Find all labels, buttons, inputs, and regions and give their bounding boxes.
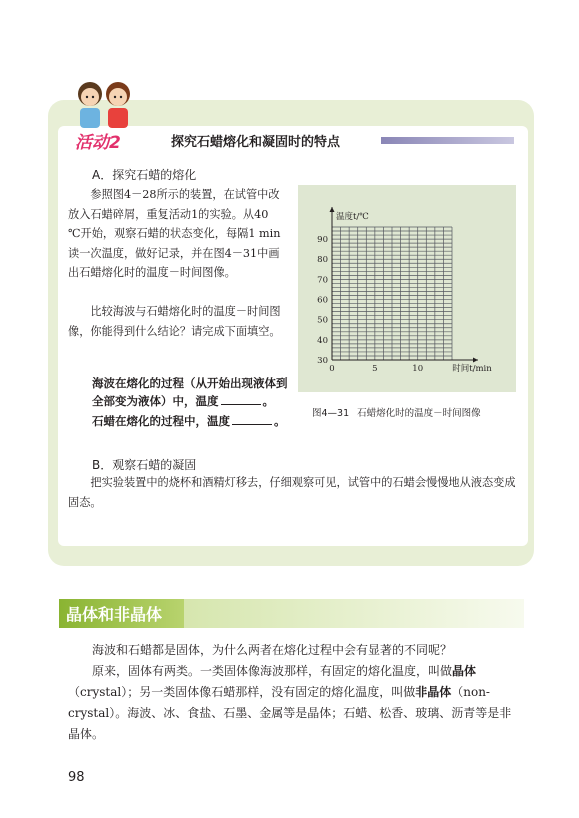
fill-in-blank-wave[interactable] <box>221 404 261 405</box>
section-b-paragraph: 把实验装置中的烧杯和酒精灯移去，仔细观察可见，试管中的石蜡会慢慢地从液态变成固态。 <box>68 476 516 509</box>
y-tick-label: 90 <box>317 235 328 246</box>
fill-in-wave-prefix: 海波在熔化的过程（从开始出现液体到全部变为液体）中，温度 <box>92 376 288 408</box>
section-a-heading: A．探究石蜡的熔化 <box>92 168 197 182</box>
x-tick-label: 5 <box>372 364 378 374</box>
fill-in-wax-suffix: 。 <box>274 414 286 428</box>
main-paragraph-2-part-3: （non-crystal）。海波、冰、食盐、石墨、金属等是晶体；石蜡、松香、玻璃、沥青等是非晶体。 <box>68 685 512 741</box>
term-crystal: 晶体 <box>452 664 477 678</box>
main-paragraph-2 <box>68 661 520 745</box>
y-axis-label: 温度t/℃ <box>336 212 369 222</box>
title-decoration-bar <box>381 137 514 144</box>
y-tick-label: 40 <box>317 335 328 346</box>
kids-illustration <box>70 78 138 130</box>
y-tick-label: 80 <box>317 255 328 266</box>
page-number: 98 <box>68 770 85 785</box>
x-axis-arrow <box>473 358 478 363</box>
main-paragraph-1: 海波和石蜡都是固体，为什么两者在熔化过程中会有显著的不同呢？ <box>92 643 453 657</box>
y-tick-label: 60 <box>317 295 328 306</box>
chart-caption <box>312 405 481 419</box>
y-tick-label: 50 <box>317 315 328 326</box>
fill-in-wave <box>92 374 292 410</box>
term-non-crystal: 非晶体 <box>415 685 452 699</box>
chart-panel <box>298 185 516 392</box>
x-tick-label: 0 <box>329 364 335 374</box>
y-axis-arrow <box>330 207 335 212</box>
x-tick-label: 10 <box>412 364 424 374</box>
main-paragraph-2-part-2: （crystal）；另一类固体像石蜡那样，没有固定的熔化温度，叫做 <box>68 685 416 699</box>
temperature-time-chart <box>298 185 516 392</box>
section-header-fade <box>184 599 524 628</box>
main-paragraph-2-part-1: 原来，固体有两类。一类固体像海波那样，有固定的熔化温度，叫做 <box>92 664 453 678</box>
activity-label: 活动2 <box>75 133 121 153</box>
y-tick-label: 30 <box>317 356 328 366</box>
chart-caption-text: 石蜡熔化时的温度－时间图像 <box>357 408 481 419</box>
fill-in-wax <box>92 413 286 429</box>
x-axis-label: 时间t/min <box>452 364 492 374</box>
fill-in-blank-wax[interactable] <box>232 424 272 425</box>
section-b-heading: B．观察石蜡的凝固 <box>92 458 197 472</box>
section-a-paragraph-1: 参照图4－28所示的装置，在试管中改放入石蜡碎屑，重复活动1的实验。从40 ℃开始，观察石蜡的状态变化，每隔1 min读一次温度，做好记录，并在图4－31中画出石蜡熔化时的温度－时间图像。 <box>68 188 281 279</box>
chart-caption-figure: 图4—31 <box>312 408 350 419</box>
section-a-paragraph-2: 比较海波与石蜡熔化时的温度－时间图像，你能得到什么结论？请完成下面填空。 <box>68 305 281 338</box>
y-tick-label: 70 <box>317 275 328 286</box>
fill-in-wave-suffix: 。 <box>262 394 274 408</box>
activity-title: 探究石蜡熔化和凝固时的特点 <box>171 135 341 150</box>
fill-in-wax-prefix: 石蜡在熔化的过程中，温度 <box>92 414 230 428</box>
section-title: 晶体和非晶体 <box>66 605 163 624</box>
